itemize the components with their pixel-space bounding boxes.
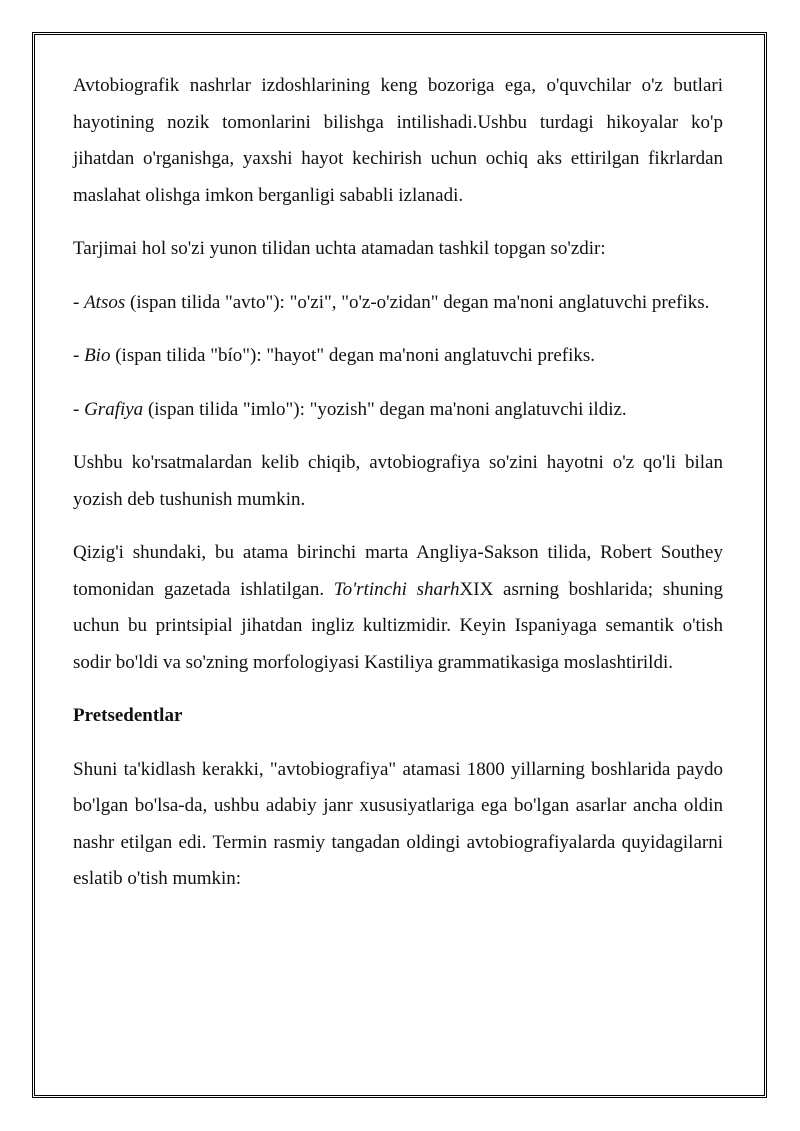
paragraph-intro: Avtobiografik nashrlar izdoshlarining keng bozoriga ega, o'quvchilar o'z butlari hayotining nozik tomonlarini bilishga intilishadi.Ushbu turdagi hikoyalar ko'p jihatdan o'rganishga, yaxshi hayot kechirish uchun ochiq aks ettirilgan fikrlardan maslahat olishga imkon berganligi sababli izlanadi. — [73, 75, 723, 206]
list-item-bio: - Bio (ispan tilida "bío"): "hayot" degan ma'noni anglatuvchi prefiks. — [73, 345, 595, 366]
paragraph-history: Qizig'i shundaki, bu atama birinchi marta Angliya-Sakson tilida, Robert Southey tomonidan gazetada ishlatilgan. To'rtinchi sharhXIX asrning boshlarida; shuning uchun bu printsipial jihatdan ingliz kultizmidir. Keyin Ispaniyaga semantik o'tish sodir bo'ldi va so'zning morfologiyasi Kastiliya grammatikasiga moslashtirildi. — [73, 542, 723, 673]
term-bio: Bio — [84, 345, 111, 366]
paragraph-etymology: Tarjimai hol so'zi yunon tilidan uchta atamadan tashkil topgan so'zdir: — [73, 238, 606, 259]
paragraph-precedents: Shuni ta'kidlash kerakki, "avtobiografiya" atamasi 1800 yillarning boshlarida paydo bo'lgan bo'lsa-da, ushbu adabiy janr xususiyatlariga ega bo'lgan asarlar ancha oldin nashr etilgan edi. Termin rasmiy tangadan oldingi avtobiografiyalarda quyidagilarni eslatib o'tish mumkin: — [73, 758, 723, 889]
section-heading: Pretsedentlar — [73, 705, 183, 726]
term-grafiya: Grafiya — [84, 398, 144, 420]
list-item-grafiya: - Grafiya (ispan tilida "imlo"): "yozish" degan ma'noni anglatuvchi ildiz. — [73, 398, 627, 420]
document-body — [73, 68, 723, 915]
list-item-atsos: - Atsos (ispan tilida "avto"): "o'zi", "o'z-o'zidan" degan ma'noni anglatuvchi prefiks. — [73, 291, 710, 313]
term-atsos: Atsos — [84, 291, 126, 313]
title-fourth-review: To'rtinchi sharh — [333, 578, 460, 600]
paragraph-meaning: Ushbu ko'rsatmalardan kelib chiqib, avtobiografiya so'zini hayotni o'z qo'li bilan yozish deb tushunish mumkin. — [73, 452, 723, 510]
